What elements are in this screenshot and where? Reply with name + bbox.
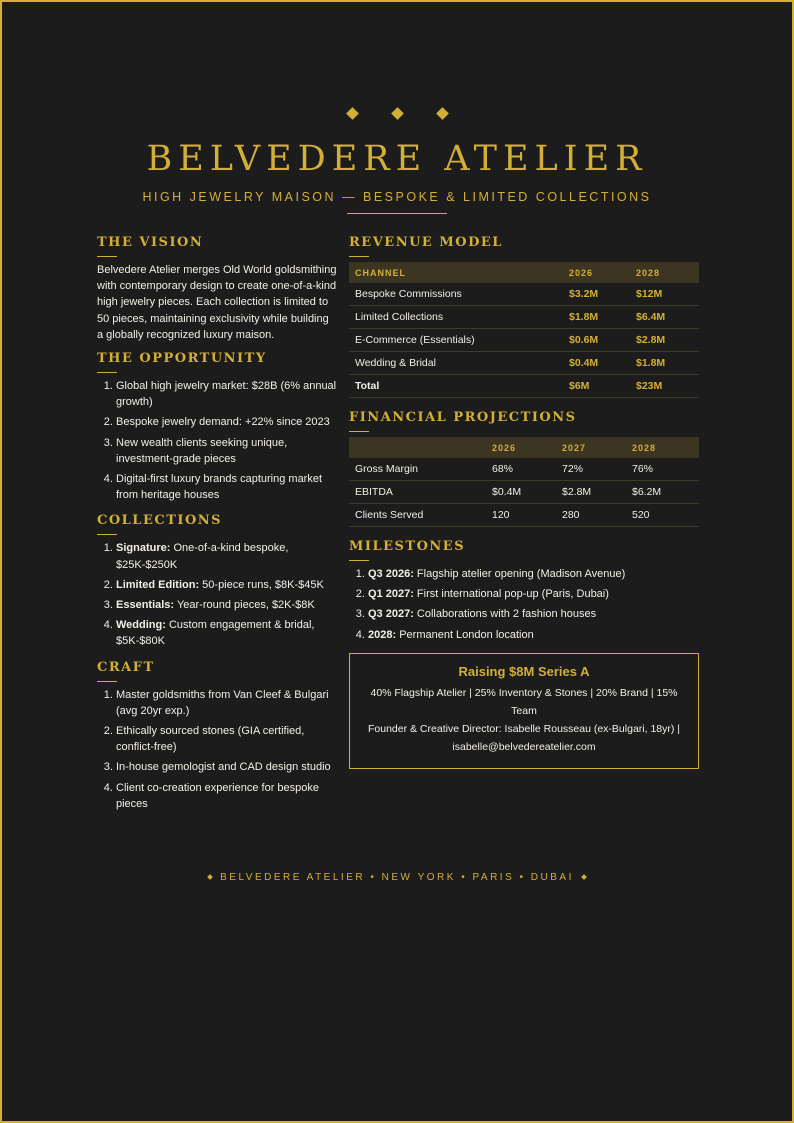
table-row bbox=[349, 458, 699, 481]
item-text: 50-piece runs, $8K-$45K bbox=[199, 578, 324, 591]
section-divider bbox=[349, 560, 369, 561]
table-cell: $0.6M bbox=[563, 329, 630, 352]
list-item: 4. Client co-creation experience for bespoke pieces bbox=[116, 780, 337, 812]
section-title: FINANCIAL PROJECTIONS bbox=[349, 410, 577, 425]
table-row bbox=[349, 283, 699, 306]
opportunity-list bbox=[97, 378, 337, 503]
item-label: Wedding: bbox=[116, 619, 166, 632]
table-header-row bbox=[349, 262, 699, 283]
list-item bbox=[368, 606, 699, 622]
right-column bbox=[349, 235, 699, 769]
table-cell: 280 bbox=[556, 504, 626, 527]
column-header: 2026 bbox=[563, 262, 630, 283]
list-item: 1. Global high jewelry market: $28B (6% annual growth) bbox=[116, 378, 337, 410]
footer-text: BELVEDERE ATELIER • NEW YORK • PARIS • DUBAI bbox=[220, 872, 574, 883]
table-cell: $3.2M bbox=[563, 283, 630, 306]
list-item bbox=[368, 586, 699, 602]
section-divider bbox=[349, 431, 369, 432]
list-item: 3. New wealth clients seeking unique, investment-grade pieces bbox=[116, 435, 337, 467]
column-header: CHANNEL bbox=[349, 262, 563, 283]
table-row bbox=[349, 481, 699, 504]
diamond-icon bbox=[436, 107, 449, 120]
fund-allocation: 40% Flagship Atelier | 25% Inventory & Stones | 20% Brand | 15% Team bbox=[370, 686, 678, 717]
section-title: REVENUE MODEL bbox=[349, 235, 503, 250]
revenue-table bbox=[349, 262, 699, 398]
section-divider bbox=[97, 534, 117, 535]
craft-list bbox=[97, 687, 337, 812]
table-row bbox=[349, 504, 699, 527]
item-text: Collaborations with 2 fashion houses bbox=[413, 608, 597, 621]
section-title: THE VISION bbox=[97, 235, 204, 250]
financials-section bbox=[349, 410, 699, 527]
item-text: Year-round pieces, $2K-$8K bbox=[174, 599, 315, 612]
list-item bbox=[368, 627, 699, 643]
item-label: Essentials: bbox=[116, 599, 175, 612]
table-cell: 520 bbox=[626, 504, 699, 527]
table-cell: $2.8M bbox=[630, 329, 699, 352]
table-row bbox=[349, 306, 699, 329]
table-cell: Total bbox=[349, 375, 563, 398]
table-cell: Clients Served bbox=[349, 504, 486, 527]
brand-title: BELVEDERE ATELIER bbox=[146, 139, 648, 179]
item-text: First international pop-up (Paris, Dubai) bbox=[413, 588, 609, 601]
section-title: THE OPPORTUNITY bbox=[97, 351, 267, 367]
item-text: Permanent London location bbox=[396, 628, 534, 641]
table-cell: $6M bbox=[563, 375, 630, 398]
diamond-icon bbox=[207, 875, 213, 881]
craft-section bbox=[97, 660, 337, 812]
table-cell: E-Commerce (Essentials) bbox=[349, 329, 563, 352]
item-label: 2028: bbox=[368, 628, 397, 641]
vision-text: Belvedere Atelier merges Old World goldsmithing with contemporary design to create one-of-a-kind high jewelry pieces. Each collection is limited to 50 pieces, maintaining exclusivity while building a globally recognized luxury maison. bbox=[97, 264, 337, 341]
collections-list bbox=[97, 540, 337, 649]
table-cell: $12M bbox=[630, 283, 699, 306]
item-text: Custom engagement & bridal, $5K-$80K bbox=[116, 619, 315, 648]
table-cell: $0.4M bbox=[563, 352, 630, 375]
table-header-row bbox=[349, 437, 699, 458]
brand-subtitle: HIGH JEWELRY MAISON — BESPOKE & LIMITED COLLECTIONS bbox=[142, 190, 652, 204]
diamond-icon bbox=[581, 875, 587, 881]
column-header: 2028 bbox=[626, 437, 699, 458]
table-cell: $2.8M bbox=[556, 481, 626, 504]
founder-contact: Founder & Creative Director: Isabelle Rousseau (ex-Bulgari, 18yr) | isabelle@belvedereatelier.com bbox=[367, 722, 681, 753]
list-item: 3. In-house gemologist and CAD design studio bbox=[116, 759, 337, 775]
section-divider bbox=[349, 256, 369, 257]
table-total-row bbox=[349, 375, 699, 398]
column-header: 2028 bbox=[630, 262, 699, 283]
item-label: Q3 2027: bbox=[368, 608, 414, 621]
table-cell: EBITDA bbox=[349, 481, 486, 504]
table-cell: 120 bbox=[486, 504, 556, 527]
page-footer bbox=[2, 872, 792, 883]
opportunity-section bbox=[97, 351, 337, 503]
fundraise-box bbox=[349, 653, 699, 769]
table-cell: Wedding & Bridal bbox=[349, 352, 563, 375]
table-cell: $0.4M bbox=[486, 481, 556, 504]
diamond-icon bbox=[346, 107, 359, 120]
section-title: MILESTONES bbox=[349, 539, 466, 554]
item-label: Q1 2027: bbox=[368, 588, 414, 601]
list-item bbox=[116, 617, 337, 649]
column-header: 2027 bbox=[556, 437, 626, 458]
table-cell: 72% bbox=[556, 458, 626, 481]
table-cell: Gross Margin bbox=[349, 458, 486, 481]
table-cell: $6.2M bbox=[626, 481, 699, 504]
header-ornament bbox=[2, 109, 792, 118]
list-item: 2. Ethically sourced stones (GIA certified, conflict-free) bbox=[116, 723, 337, 755]
item-label: Limited Edition: bbox=[116, 578, 200, 591]
section-divider bbox=[97, 681, 117, 682]
revenue-section bbox=[349, 235, 699, 398]
column-header: 2026 bbox=[486, 437, 556, 458]
list-item bbox=[368, 566, 699, 582]
left-column bbox=[97, 235, 337, 822]
table-cell: $1.8M bbox=[563, 306, 630, 329]
collections-section bbox=[97, 513, 337, 649]
table-row bbox=[349, 329, 699, 352]
list-item bbox=[116, 597, 337, 613]
section-title: CRAFT bbox=[97, 659, 155, 675]
table-row bbox=[349, 352, 699, 375]
vision-section bbox=[97, 235, 337, 343]
section-title: COLLECTIONS bbox=[97, 513, 223, 529]
table-cell: Limited Collections bbox=[349, 306, 563, 329]
list-item bbox=[116, 540, 337, 572]
list-item: 1. Master goldsmiths from Van Cleef & Bulgari (avg 20yr exp.) bbox=[116, 687, 337, 719]
title-divider bbox=[347, 213, 447, 214]
column-header bbox=[349, 437, 486, 458]
table-cell: Bespoke Commissions bbox=[349, 283, 563, 306]
table-cell: $1.8M bbox=[630, 352, 699, 375]
table-cell: $6.4M bbox=[630, 306, 699, 329]
item-label: Signature: bbox=[116, 542, 171, 555]
financials-table bbox=[349, 437, 699, 527]
table-cell: $23M bbox=[630, 375, 699, 398]
table-cell: 68% bbox=[486, 458, 556, 481]
table-cell: 76% bbox=[626, 458, 699, 481]
fundraise-title: Raising $8M Series A bbox=[458, 663, 590, 679]
list-item bbox=[116, 577, 337, 593]
section-divider bbox=[97, 372, 117, 373]
milestones-list bbox=[349, 566, 699, 643]
item-label: Q3 2026: bbox=[368, 568, 414, 580]
milestones-section bbox=[349, 539, 699, 643]
list-item: 4. Digital-first luxury brands capturing market from heritage houses bbox=[116, 471, 337, 503]
item-text: One-of-a-kind bespoke, $25K-$250K bbox=[116, 542, 289, 571]
list-item: 2. Bespoke jewelry demand: +22% since 2023 bbox=[116, 414, 337, 430]
section-divider bbox=[97, 256, 117, 257]
item-text: Flagship atelier opening (Madison Avenue) bbox=[413, 568, 626, 580]
diamond-icon bbox=[391, 107, 404, 120]
